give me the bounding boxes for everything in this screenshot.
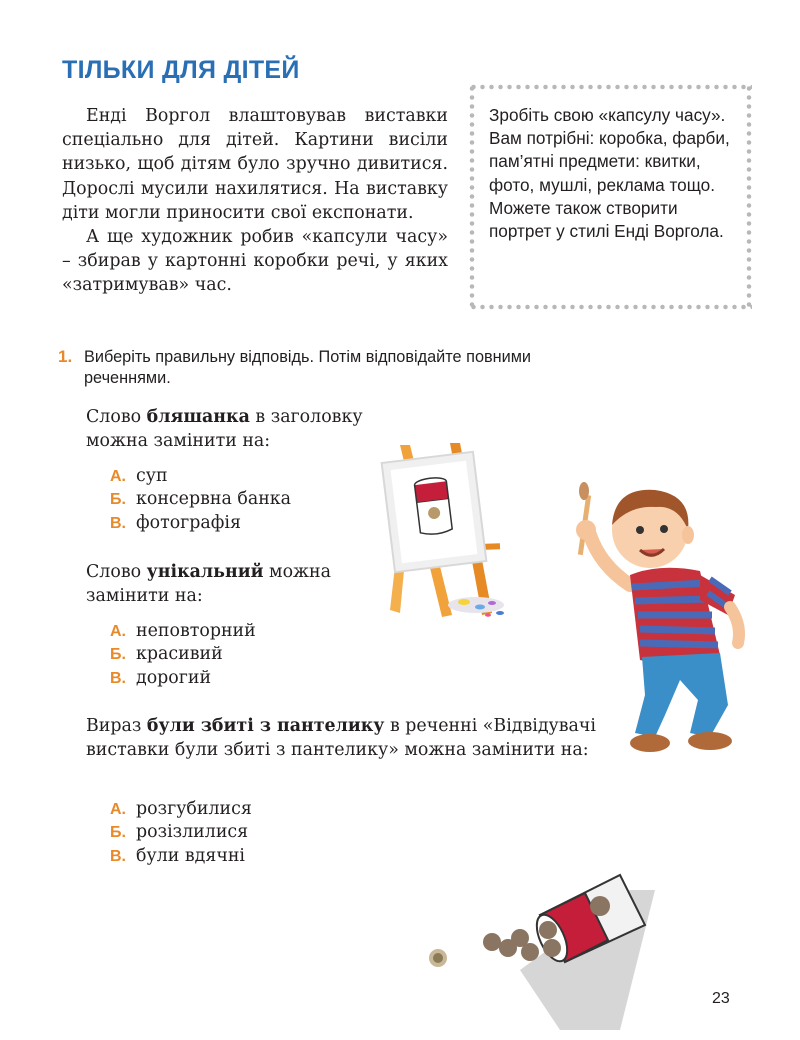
task-text: Виберіть правильну відповідь. Потім відповідайте повними реченнями.: [84, 348, 532, 387]
intro-text: [62, 104, 448, 298]
question-prefix: Слово: [86, 562, 147, 582]
answer-option[interactable]: [110, 643, 256, 666]
task-instruction: [58, 347, 598, 389]
question-1: [86, 405, 416, 453]
answer-option[interactable]: [110, 798, 252, 821]
question-suffix: в заголовку можна замінити на:: [86, 407, 363, 451]
easel-illustration: [380, 435, 520, 630]
answer-option[interactable]: [110, 821, 252, 844]
task-number: 1.: [58, 347, 73, 366]
question-suffix: в реченні «Відвідувачі виставки були збиті з пантелику» можна замінити на:: [86, 716, 596, 760]
boy-illustration: [560, 475, 760, 765]
options-list-2: [110, 620, 256, 690]
options-list-1: [110, 465, 291, 535]
option-letter: А.: [110, 468, 126, 485]
page-number: 23: [712, 990, 730, 1007]
question-3: [86, 714, 616, 762]
answer-option[interactable]: [110, 620, 256, 643]
painted-can-icon: [414, 476, 453, 535]
option-letter: В.: [110, 847, 126, 865]
option-text: суп: [136, 466, 168, 486]
option-letter: А.: [110, 623, 126, 640]
answer-option[interactable]: [110, 845, 252, 868]
intro-paragraph: Енді Воргол влаштовував виставки спеціально для дітей. Картини висіли низько, щоб дітям було зручно дивитися. Дорослі мусили нахилятися. На виставку діти могли приносити свої експонати.: [62, 106, 448, 223]
paint-splash-icon: [448, 597, 504, 617]
option-letter: А.: [110, 801, 126, 818]
option-letter: Б.: [110, 491, 126, 509]
option-text: красивий: [136, 644, 223, 665]
option-text: розізлилися: [136, 822, 249, 843]
question-keyword: були збиті з пантелику: [146, 716, 385, 736]
option-letter: В.: [110, 514, 126, 532]
question-prefix: Вираз: [86, 716, 147, 736]
question-2: [86, 560, 346, 608]
options-list-3: [110, 798, 252, 868]
option-text: неповторний: [136, 621, 256, 641]
option-letter: Б.: [110, 646, 126, 664]
tip-box: [469, 84, 752, 310]
option-text: фотографія: [136, 512, 241, 533]
intro-paragraph: А ще художник робив «капсули часу» – збирав у картонні коробки речі, у яких «затримував» час.: [62, 227, 448, 296]
answer-option[interactable]: [110, 667, 256, 690]
answer-option[interactable]: [110, 488, 291, 511]
tip-box-text: Зробіть свою «капсулу часу». Вам потрібні: коробка, фарби, пам’ятні предмети: квитки, фото, мушлі, реклама тощо. Можете також створити портрет у стилі Енді Воргола.: [489, 105, 730, 242]
option-letter: Б.: [110, 824, 126, 842]
option-text: розгубилися: [136, 799, 252, 819]
spilled-can-illustration: [420, 860, 670, 1040]
option-text: дорогий: [136, 667, 212, 688]
option-text: були вдячні: [136, 845, 245, 866]
page-title: ТІЛЬКИ ДЛЯ ДІТЕЙ: [62, 56, 300, 84]
answer-option[interactable]: [110, 465, 291, 488]
question-keyword: бляшанка: [146, 407, 250, 427]
question-prefix: Слово: [86, 407, 147, 427]
option-text: консервна банка: [136, 489, 292, 510]
answer-option[interactable]: [110, 512, 291, 535]
question-keyword: унікальний: [146, 562, 264, 582]
option-letter: В.: [110, 669, 126, 687]
question-suffix: можна замінити на:: [86, 562, 331, 606]
